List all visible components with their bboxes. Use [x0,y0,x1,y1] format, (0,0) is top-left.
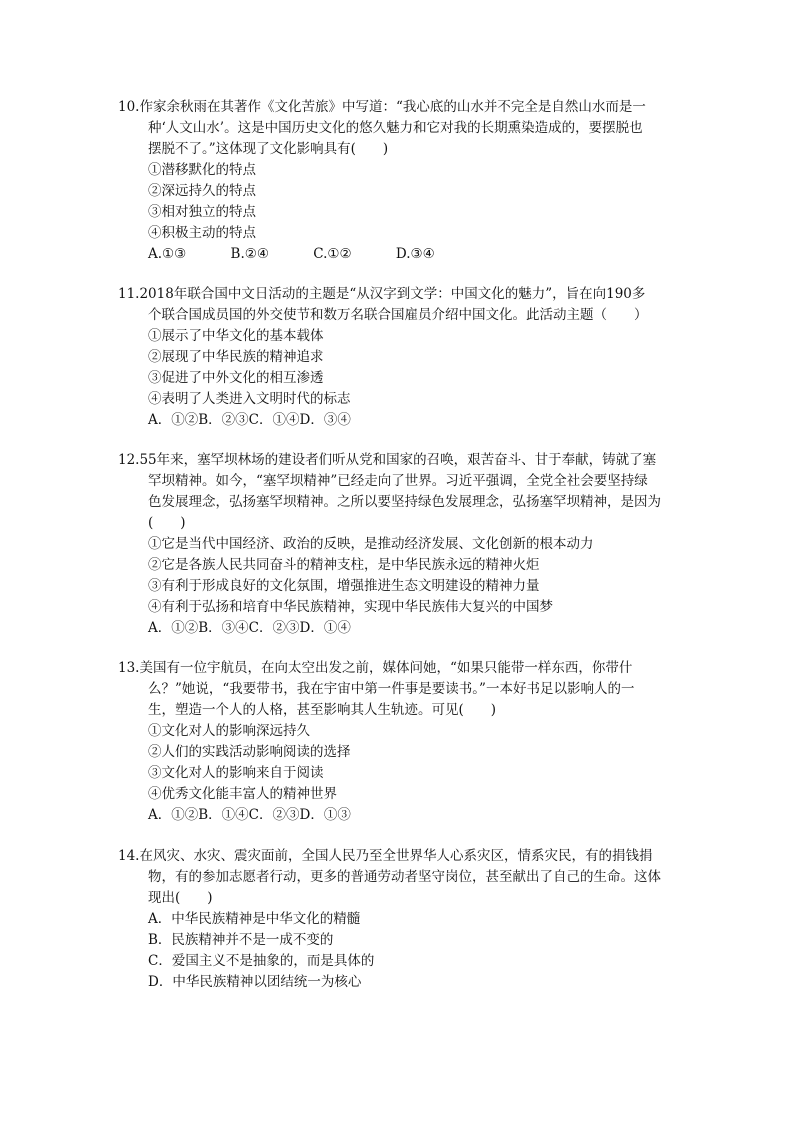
answer-choice-a: A.①③ [148,246,187,262]
question-stem-line: 12.55年来，塞罕坝林场的建设者们听从党和国家的召唤，艰苦奋斗、甘于奉献，铸就了塞 [118,452,657,468]
question-stem-line: 13.美国有一位宇航员，在向太空出发之前，媒体问她，“如果只能带一样东西，你带什 [118,660,633,676]
option-statement: ④有利于弘扬和培育中华民族精神，实现中华民族伟大复兴的中国梦 [148,599,553,615]
answer-choices: A．①②B．①④C．②③D．①③ [148,807,351,823]
option-statement: ④积极主动的特点 [148,225,256,241]
question-stem-line: 罕坝精神。如今，“塞罕坝精神”已经走向了世界。习近平强调，全党全社会要坚持绿 [148,473,648,489]
question-stem-line: 10.作家余秋雨在其著作《文化苦旅》中写道：“我心底的山水并不完全是自然山水而是一 [118,99,646,115]
question-12 [118,450,678,639]
question-10 [118,97,678,265]
option-statement: ③相对独立的特点 [148,204,256,220]
question-stem-line: 摆脱不了。”这体现了文化影响具有( ) [148,141,389,157]
answer-choice-d: D．中华民族精神以团结统一为核心 [148,974,362,990]
option-statement: ①它是当代中国经济、政治的反映，是推动经济发展、文化创新的根本动力 [148,536,594,552]
question-stem-line: 色发展理念，弘扬塞罕坝精神。之所以要坚持绿色发展理念，弘扬塞罕坝精神，是因为 [148,494,661,510]
answer-choices: A．①②B．③④C．②③D．①④ [148,620,351,636]
answer-choice-c: C．爱国主义不是抽象的，而是具体的 [148,953,375,969]
question-stem-line: 11.2018年联合国中文日活动的主题是“从汉字到文学：中国文化的魅力”，旨在向190多 [118,286,646,302]
question-14 [118,846,678,993]
answer-choices: A．①②B．②③C．①④D．③④ [148,412,351,428]
option-statement: ③促进了中外文化的相互渗透 [148,370,324,386]
answer-choice-a: A．中华民族精神是中华文化的精髓 [148,911,361,927]
option-statement: ④表明了人类进入文明时代的标志 [148,391,351,407]
answer-choices [118,244,678,265]
option-statement: ③文化对人的影响来自于阅读 [148,765,324,781]
option-statement: ②展现了中华民族的精神追求 [148,349,324,365]
option-statement: ③有利于形成良好的文化氛围，增强推进生态文明建设的精神力量 [148,578,540,594]
question-stem-line: ( ) [148,515,186,531]
option-statement: ②它是各族人民共同奋斗的精神支柱，是中华民族永远的精神火炬 [148,557,540,573]
option-statement: ①展示了中华文化的基本载体 [148,328,324,344]
option-statement: ②深远持久的特点 [148,183,256,199]
answer-choice-b: B．民族精神并不是一成不变的 [148,932,334,948]
question-11 [118,284,678,431]
question-13 [118,658,678,826]
option-statement: ①潜移默化的特点 [148,162,256,178]
question-stem-line: 物，有的参加志愿者行动，更多的普通劳动者坚守岗位，甚至献出了自己的生命。这体 [148,869,661,885]
answer-choice-c: C.①② [313,246,352,262]
question-stem-line: 个联合国成员国的外交使节和数万名联合国雇员介绍中国文化。此活动主题（ ） [148,307,648,323]
answer-choice-b: B.②④ [230,246,269,262]
question-stem-line: 么？”她说，“我要带书，我在宇宙中第一件事是要读书。”一本好书足以影响人的一 [148,681,635,697]
option-statement: ②人们的实践活动影响阅读的选择 [148,744,351,760]
question-stem-line: 现出( ) [148,890,213,906]
question-stem-line: 种‘人文山水’。这是中国历史文化的悠久魅力和它对我的长期熏染造成的，要摆脱也 [148,120,643,136]
option-statement: ①文化对人的影响深远持久 [148,723,310,739]
question-stem-line: 14.在风灾、水灾、震灾面前，全国人民乃至全世界华人心系灾区，情系灾民，有的捐钱捐 [118,848,653,864]
option-statement: ④优秀文化能丰富人的精神世界 [148,786,337,802]
question-stem-line: 生，塑造一个人的人格，甚至影响其人生轨迹。可见( ) [148,702,497,718]
answer-choice-d: D.③④ [395,246,435,262]
